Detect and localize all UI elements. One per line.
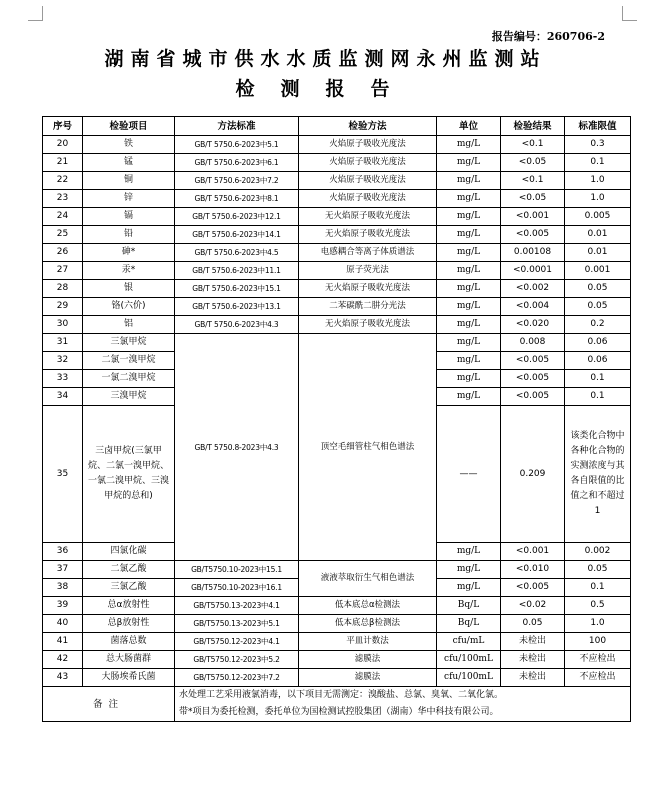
table-row [43,226,631,244]
cell-no: 20 [43,136,83,154]
table-row [43,262,631,280]
cell-unit: mg/L [437,352,501,370]
cell-limit: 0.1 [565,154,631,172]
cell-result: <0.05 [501,190,565,208]
cell-unit: mg/L [437,579,501,597]
cell-result: <0.0001 [501,262,565,280]
cell-unit: mg/L [437,561,501,579]
cell-item: 汞* [83,262,175,280]
cell-no: 22 [43,172,83,190]
notes-label: 备注 [43,687,175,722]
cell-limit: 0.06 [565,334,631,352]
cell-result: <0.002 [501,280,565,298]
report-title: 湖南省城市供水水质监测网永州监测站 [104,48,547,70]
cell-limit: 1.0 [565,615,631,633]
header-unit: 单位 [437,117,501,136]
cell-item: 铁 [83,136,175,154]
cell-limit: 1.0 [565,172,631,190]
cell-method: 火焰原子吸收光度法 [299,172,437,190]
cell-unit: mg/L [437,136,501,154]
cell-item: 银 [83,280,175,298]
cell-result: <0.020 [501,316,565,334]
cell-item: 一氯二溴甲烷 [83,370,175,388]
cell-method: 滤膜法 [299,651,437,669]
cell-unit: mg/L [437,298,501,316]
cell-limit: 0.05 [565,561,631,579]
cell-item: 锰 [83,154,175,172]
table-row [43,190,631,208]
table-row [43,597,631,615]
cell-no: 39 [43,597,83,615]
cell-result: <0.005 [501,370,565,388]
cell-item: 四氯化碳 [83,543,175,561]
cell-limit: 不应检出 [565,669,631,687]
cell-result: <0.1 [501,136,565,154]
cell-result: <0.004 [501,298,565,316]
table-row [43,208,631,226]
cell-item: 总α放射性 [83,597,175,615]
cell-standard: GB/T5750.10-2023中15.1 [175,561,299,579]
cell-no: 25 [43,226,83,244]
cell-limit: 0.2 [565,316,631,334]
cell-unit: Bq/L [437,615,501,633]
cell-item: 大肠埃希氏菌 [83,669,175,687]
cell-no: 41 [43,633,83,651]
table-row [43,172,631,190]
cell-limit: 0.3 [565,136,631,154]
cell-unit: Bq/L [437,597,501,615]
table-row [43,280,631,298]
cell-unit: mg/L [437,190,501,208]
cell-limit: 0.1 [565,370,631,388]
cell-standard: GB/T5750.13-2023中4.1 [175,597,299,615]
cell-limit: 0.06 [565,352,631,370]
notes-text [175,687,631,722]
cell-method: 火焰原子吸收光度法 [299,190,437,208]
cell-limit: 1.0 [565,190,631,208]
table-row [43,334,631,352]
cell-method: 平皿计数法 [299,633,437,651]
cell-unit: mg/L [437,208,501,226]
cell-item: 铅 [83,226,175,244]
header-no: 序号 [43,117,83,136]
cell-result: <0.02 [501,597,565,615]
cell-unit: cfu/100mL [437,651,501,669]
cell-item: 锌 [83,190,175,208]
cell-method: 原子荧光法 [299,262,437,280]
cell-limit: 0.01 [565,226,631,244]
cell-standard: GB/T5750.12-2023中4.1 [175,633,299,651]
cell-standard-merged: GB/T 5750.8-2023中4.3 [175,334,299,561]
table-row [43,136,631,154]
cell-standard: GB/T5750.10-2023中16.1 [175,579,299,597]
cell-result: 未检出 [501,669,565,687]
cell-item: 三氯甲烷 [83,334,175,352]
cell-item: 总大肠菌群 [83,651,175,669]
cell-standard: GB/T 5750.6-2023中14.1 [175,226,299,244]
cell-item: 三溴甲烷 [83,388,175,406]
cell-limit: 0.005 [565,208,631,226]
cell-no: 34 [43,388,83,406]
cell-limit: 不应检出 [565,651,631,669]
notes-line-1: 水处理工艺采用液氯消毒，以下项目无需测定：溴酸盐、总氯、臭氧、二氧化氯。 [179,690,504,700]
report-subtitle: 检测报告 [235,78,416,100]
cell-item: 铜 [83,172,175,190]
cell-no: 37 [43,561,83,579]
cell-no: 29 [43,298,83,316]
cell-method: 低本底总β检测法 [299,615,437,633]
table-row [43,244,631,262]
cell-no: 30 [43,316,83,334]
cell-method: 无火焰原子吸收光度法 [299,226,437,244]
cell-standard: GB/T 5750.6-2023中11.1 [175,262,299,280]
cell-no: 26 [43,244,83,262]
cell-no: 42 [43,651,83,669]
cell-result: <0.1 [501,172,565,190]
cell-item: 总β放射性 [83,615,175,633]
cell-limit: 0.5 [565,597,631,615]
cell-method: 无火焰原子吸收光度法 [299,280,437,298]
cell-unit: mg/L [437,370,501,388]
cell-result: 0.00108 [501,244,565,262]
table-row [43,633,631,651]
cell-no: 36 [43,543,83,561]
cell-standard: GB/T 5750.6-2023中13.1 [175,298,299,316]
cell-standard: GB/T 5750.6-2023中5.1 [175,136,299,154]
cell-result: <0.001 [501,543,565,561]
cell-method-merged: 液液萃取衍生气相色谱法 [299,561,437,597]
cell-no: 38 [43,579,83,597]
cell-item: 二氯乙酸 [83,561,175,579]
cell-no: 27 [43,262,83,280]
cell-unit: cfu/mL [437,633,501,651]
table-header-row [43,117,631,136]
cell-item: 三卤甲烷(三氯甲烷、二氯一溴甲烷、一氯二溴甲烷、三溴甲烷的总和) [83,406,175,543]
cell-standard: GB/T5750.13-2023中5.1 [175,615,299,633]
cell-method: 电感耦合等离子体质谱法 [299,244,437,262]
header-method: 检验方法 [299,117,437,136]
cell-limit: 0.01 [565,244,631,262]
cell-standard: GB/T 5750.6-2023中7.2 [175,172,299,190]
cell-result: <0.005 [501,579,565,597]
cell-no: 35 [43,406,83,543]
cell-result: <0.005 [501,388,565,406]
notes-line-2: 带*项目为委托检测，委托单位为国检测试控股集团（湖南）华中科技有限公司。 [179,707,499,717]
cell-unit: cfu/100mL [437,669,501,687]
cell-result: 未检出 [501,651,565,669]
cell-unit: mg/L [437,543,501,561]
table-row [43,154,631,172]
cell-unit: mg/L [437,280,501,298]
cell-no: 43 [43,669,83,687]
cell-result: 0.05 [501,615,565,633]
cell-no: 24 [43,208,83,226]
cell-method: 二苯碳酰二肼分光法 [299,298,437,316]
cell-no: 21 [43,154,83,172]
cell-result: <0.010 [501,561,565,579]
cell-limit: 0.05 [565,298,631,316]
cell-no: 33 [43,370,83,388]
cell-limit: 100 [565,633,631,651]
cell-no: 23 [43,190,83,208]
cell-method: 无火焰原子吸收光度法 [299,316,437,334]
cell-item: 铬(六价) [83,298,175,316]
cell-limit: 0.1 [565,388,631,406]
cell-item: 菌落总数 [83,633,175,651]
cell-unit: mg/L [437,262,501,280]
cell-result: <0.005 [501,226,565,244]
notes-row [43,687,631,722]
cell-result: 0.008 [501,334,565,352]
cell-limit: 该类化合物中各种化合物的实测浓度与其各自限值的比值之和不超过1 [565,406,631,543]
cell-unit: mg/L [437,334,501,352]
cell-result: 未检出 [501,633,565,651]
cell-unit: mg/L [437,172,501,190]
table-row [43,615,631,633]
cell-result: <0.005 [501,352,565,370]
cell-result: 0.209 [501,406,565,543]
cell-method-merged: 顶空毛细管柱气相色谱法 [299,334,437,561]
cell-unit: mg/L [437,316,501,334]
cell-standard: GB/T 5750.6-2023中8.1 [175,190,299,208]
cell-item: 铝 [83,316,175,334]
table-row [43,316,631,334]
cell-unit: —— [437,406,501,543]
table-row [43,669,631,687]
header-limit: 标准限值 [565,117,631,136]
cell-unit: mg/L [437,154,501,172]
cell-limit: 0.1 [565,579,631,597]
results-table [42,116,631,722]
cell-result: <0.001 [501,208,565,226]
cell-standard: GB/T 5750.6-2023中6.1 [175,154,299,172]
cell-no: 40 [43,615,83,633]
cell-item: 镉 [83,208,175,226]
header-result: 检验结果 [501,117,565,136]
cell-item: 二氯一溴甲烷 [83,352,175,370]
cell-limit: 0.002 [565,543,631,561]
header-standard: 方法标准 [175,117,299,136]
cell-result: <0.05 [501,154,565,172]
cell-method: 低本底总α检测法 [299,597,437,615]
cell-standard: GB/T5750.12-2023中7.2 [175,669,299,687]
report-number: 报告编号：260706-2 [491,30,605,43]
cell-unit: mg/L [437,226,501,244]
cell-no: 32 [43,352,83,370]
cell-method: 火焰原子吸收光度法 [299,154,437,172]
cell-limit: 0.05 [565,280,631,298]
cell-limit: 0.001 [565,262,631,280]
cell-standard: GB/T 5750.6-2023中4.5 [175,244,299,262]
cell-standard: GB/T 5750.6-2023中12.1 [175,208,299,226]
table-row [43,298,631,316]
cell-method: 滤膜法 [299,669,437,687]
cell-method: 火焰原子吸收光度法 [299,136,437,154]
cell-no: 28 [43,280,83,298]
cell-item: 三氯乙酸 [83,579,175,597]
cell-standard: GB/T5750.12-2023中5.2 [175,651,299,669]
table-row [43,561,631,579]
crop-mark-top-right [622,6,637,21]
cell-standard: GB/T 5750.6-2023中15.1 [175,280,299,298]
header-item: 检验项目 [83,117,175,136]
cell-unit: mg/L [437,244,501,262]
cell-item: 砷* [83,244,175,262]
cell-no: 31 [43,334,83,352]
cell-method: 无火焰原子吸收光度法 [299,208,437,226]
cell-standard: GB/T 5750.6-2023中4.3 [175,316,299,334]
crop-mark-top-left [28,6,43,21]
table-row [43,651,631,669]
cell-unit: mg/L [437,388,501,406]
